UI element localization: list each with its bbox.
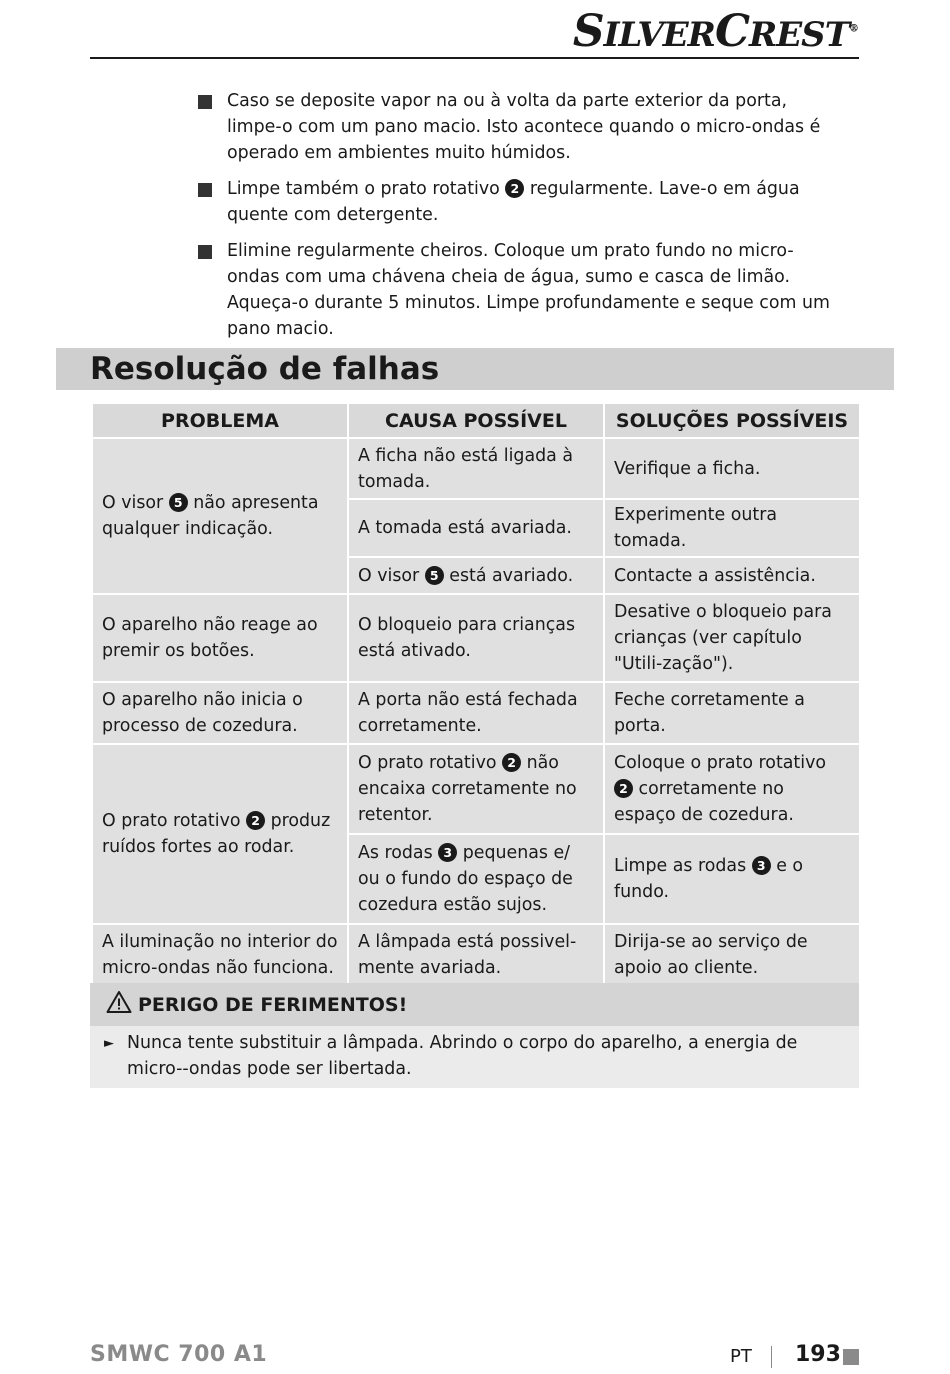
table-row	[92, 438, 860, 499]
problem-cell: O aparelho não inicia o processo de cozedura.	[92, 682, 348, 744]
brand-logo: SILVERCREST®	[572, 6, 858, 57]
part-number-badge: 3	[752, 856, 771, 875]
square-bullet-icon	[198, 88, 227, 166]
column-header-problem: PROBLEMA	[92, 403, 348, 438]
cause-cell: A ficha não está ligada à tomada.	[348, 438, 604, 499]
solution-cell: Experimente outra tomada.	[604, 499, 860, 557]
solution-cell: Limpe as rodas 3 e o fundo.	[604, 834, 860, 924]
solution-cell: Dirija-se ao serviço de apoio ao cliente.	[604, 924, 860, 986]
problem-cell: O prato rotativo 2 produz ruídos fortes ao rodar.	[92, 744, 348, 924]
solution-cell: Feche corretamente a porta.	[604, 682, 860, 744]
cause-cell: O prato rotativo 2 não encaixa corretamente no retentor.	[348, 744, 604, 834]
arrow-right-icon: ►	[104, 1036, 114, 1051]
cause-cell: O visor 5 está avariado.	[348, 557, 604, 594]
problem-cell: A iluminação no interior do micro-ondas não funciona.	[92, 924, 348, 986]
table-row	[92, 744, 860, 834]
header-divider	[90, 57, 859, 59]
footer-model: SMWC 700 A1	[90, 1342, 268, 1367]
warning-triangle-icon	[106, 990, 132, 1019]
footer-language: PT	[730, 1346, 752, 1367]
warning-text: Nunca tente substituir a lâmpada. Abrindo o corpo do aparelho, a energia de micro--ondas pode ser libertada.	[127, 1033, 798, 1079]
square-bullet-icon	[198, 176, 227, 228]
list-item: Elimine regularmente cheiros. Coloque um prato fundo no micro-ondas com uma chávena cheia de água, sumo e casca de limão. Aqueça-o durante 5 minutos. Limpe profundamente e seque com um pano macio.	[198, 238, 838, 342]
part-number-badge: 2	[505, 179, 524, 198]
column-header-solution: SOLUÇÕES POSSÍVEIS	[604, 403, 860, 438]
part-number-badge: 2	[246, 811, 265, 830]
part-number-badge: 3	[438, 843, 457, 862]
warning-item	[90, 1026, 859, 1082]
section-title: Resolução de falhas	[90, 351, 440, 387]
cause-cell: O bloqueio para crianças está ativado.	[348, 594, 604, 682]
problem-cell: O visor 5 não apresenta qualquer indicação.	[92, 438, 348, 594]
part-number-badge: 2	[614, 779, 633, 798]
cause-cell: As rodas 3 pequenas e/ ou o fundo do espaço de cozedura estão sujos.	[348, 834, 604, 924]
cause-cell: A tomada está avariada.	[348, 499, 604, 557]
warning-box	[90, 983, 859, 1088]
page-number: 193	[795, 1342, 841, 1367]
footer-divider	[771, 1346, 772, 1368]
part-number-badge: 5	[169, 493, 188, 512]
list-item: Caso se deposite vapor na ou à volta da parte exterior da porta, limpe-o com um pano macio. Isto acontece quando o micro-ondas é operado em ambientes muito húmidos.	[198, 88, 838, 166]
solution-cell: Contacte a assistência.	[604, 557, 860, 594]
cause-cell: A porta não está fechada corretamente.	[348, 682, 604, 744]
square-bullet-icon	[198, 238, 227, 342]
warning-header	[90, 983, 859, 1026]
cause-cell: A lâmpada está possivel-mente avariada.	[348, 924, 604, 986]
problem-cell: O aparelho não reage ao premir os botões.	[92, 594, 348, 682]
solution-cell: Desative o bloqueio para crianças (ver capítulo "Utili-zação").	[604, 594, 860, 682]
table-row	[92, 682, 860, 744]
cleaning-bullet-list	[198, 88, 838, 352]
table-row	[92, 594, 860, 682]
troubleshooting-table	[91, 402, 861, 987]
solution-cell: Coloque o prato rotativo 2 corretamente no espaço de cozedura.	[604, 744, 860, 834]
part-number-badge: 2	[502, 753, 521, 772]
solution-cell: Verifique a ficha.	[604, 438, 860, 499]
warning-title: PERIGO DE FERIMENTOS!	[138, 993, 408, 1016]
table-row	[92, 924, 860, 986]
part-number-badge: 5	[425, 566, 444, 585]
list-item: Limpe também o prato rotativo 2 regularmente. Lave-o em água quente com detergente.	[198, 176, 838, 228]
column-header-cause: CAUSA POSSÍVEL	[348, 403, 604, 438]
table-header-row	[92, 403, 860, 438]
footer-square-icon	[843, 1349, 859, 1365]
